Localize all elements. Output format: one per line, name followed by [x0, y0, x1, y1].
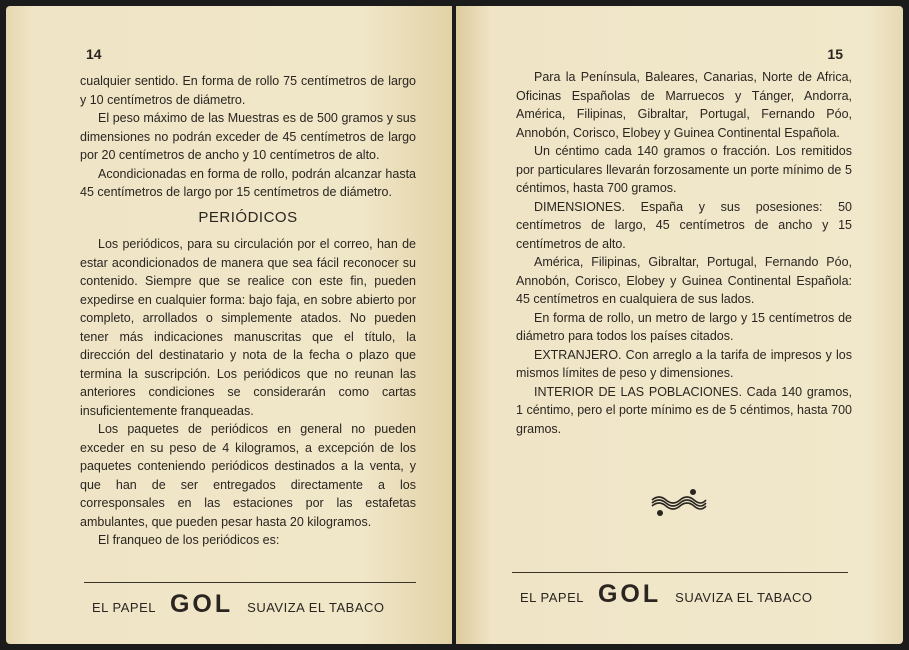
page-number-left: 14: [86, 46, 102, 62]
paragraph: Los periódicos, para su circulación por el correo, han de estar acondicionados de manera que sea fácil reconocer su contenido. Siempre que se realice con este fin, pueden expedirse en cualquier forma: bajo faja, en sobre abierto por completo, arrollados o simplemente atados. No pueden tener más indicaciones manuscritas que el título, la dirección del destinatario y nota de la fecha o plazo que termina la suscripción. Los periódicos que no reunan las anteriores condiciones se considerarán como cartas insuficientemente franqueadas.: [80, 237, 416, 418]
footer-brand: GOL: [597, 580, 662, 608]
right-page: [456, 6, 903, 644]
paragraph: El peso máximo de las Muestras es de 500 gramos y sus dimensiones no podrán exceder de 45 centímetros de largo por 20 centímetros de ancho y 10 centímetros de alto.: [80, 111, 416, 162]
left-page-body: [80, 72, 416, 550]
paragraph: El franqueo de los periódicos es:: [98, 533, 280, 547]
paragraph: DIMENSIONES. España y sus posesiones: 50 centímetros de largo, 45 centímetros de ancho y 15 centímetros de alto.: [516, 199, 852, 251]
wave-ornament-icon: [648, 486, 708, 525]
right-page-body: [516, 68, 852, 438]
footer-rule: [512, 572, 848, 573]
footer-text-left: EL PAPEL: [92, 600, 156, 615]
footer-rule: [84, 582, 416, 583]
footer-text-left: EL PAPEL: [520, 590, 584, 605]
section-heading: PERIÓDICOS: [198, 208, 298, 226]
book-spread: [6, 6, 903, 644]
footer-text-right: SUAVIZA EL TABACO: [675, 590, 813, 605]
paragraph: Los paquetes de periódicos en general no pueden exceder en su peso de 4 kilogramos, a excepción de los paquetes conteniendo periódicos destinados a la venta, y que han de ser entregados directamente a los corresponsales en las estaciones por las estafetas ambulantes, que pueden pesar hasta 20 kilogramos.: [80, 422, 416, 529]
paragraph: cualquier sentido. En forma de rollo 75 centímetros de largo y 10 centímetros de diámetro.: [80, 74, 416, 107]
footer-advert: [520, 580, 813, 609]
footer-text-right: SUAVIZA EL TABACO: [247, 600, 385, 615]
paragraph: Para la Península, Baleares, Canarias, Norte de Africa, Oficinas Españolas de Marruecos y Tánger, Andorra, América, Filipinas, Gibraltar, Portugal, Fernando Póo, Annobón, Corisco, Elobey y Guinea Continental Española.: [516, 70, 852, 140]
paragraph: América, Filipinas, Gibraltar, Portugal, Fernando Póo, Annobón, Corisco, Elobey y Guinea Continental Española: 45 centímetros en cualquiera de sus lados.: [516, 255, 852, 306]
paragraph: Un céntimo cada 140 gramos o fracción. Los remitidos por particulares llevarán forzosamente un porte mínimo de 5 céntimos, hasta 700 gramos.: [516, 144, 852, 195]
paragraph: EXTRANJERO. Con arreglo a la tarifa de impresos y los mismos límites de peso y dimensiones.: [516, 347, 852, 380]
paragraph: Acondicionadas en forma de rollo, podrán alcanzar hasta 45 centímetros de largo por 15 centímetros de diámetro.: [80, 166, 416, 199]
footer-advert: [92, 590, 385, 619]
paragraph: INTERIOR DE LAS POBLACIONES. Cada 140 gramos, 1 céntimo, pero el porte mínimo es de 5 céntimos, hasta 700 gramos.: [516, 384, 852, 436]
page-number-right: 15: [827, 46, 843, 62]
paragraph: En forma de rollo, un metro de largo y 15 centímetros de diámetro para todos los países citados.: [516, 310, 852, 343]
footer-brand: GOL: [169, 590, 234, 618]
left-page: [6, 6, 452, 644]
